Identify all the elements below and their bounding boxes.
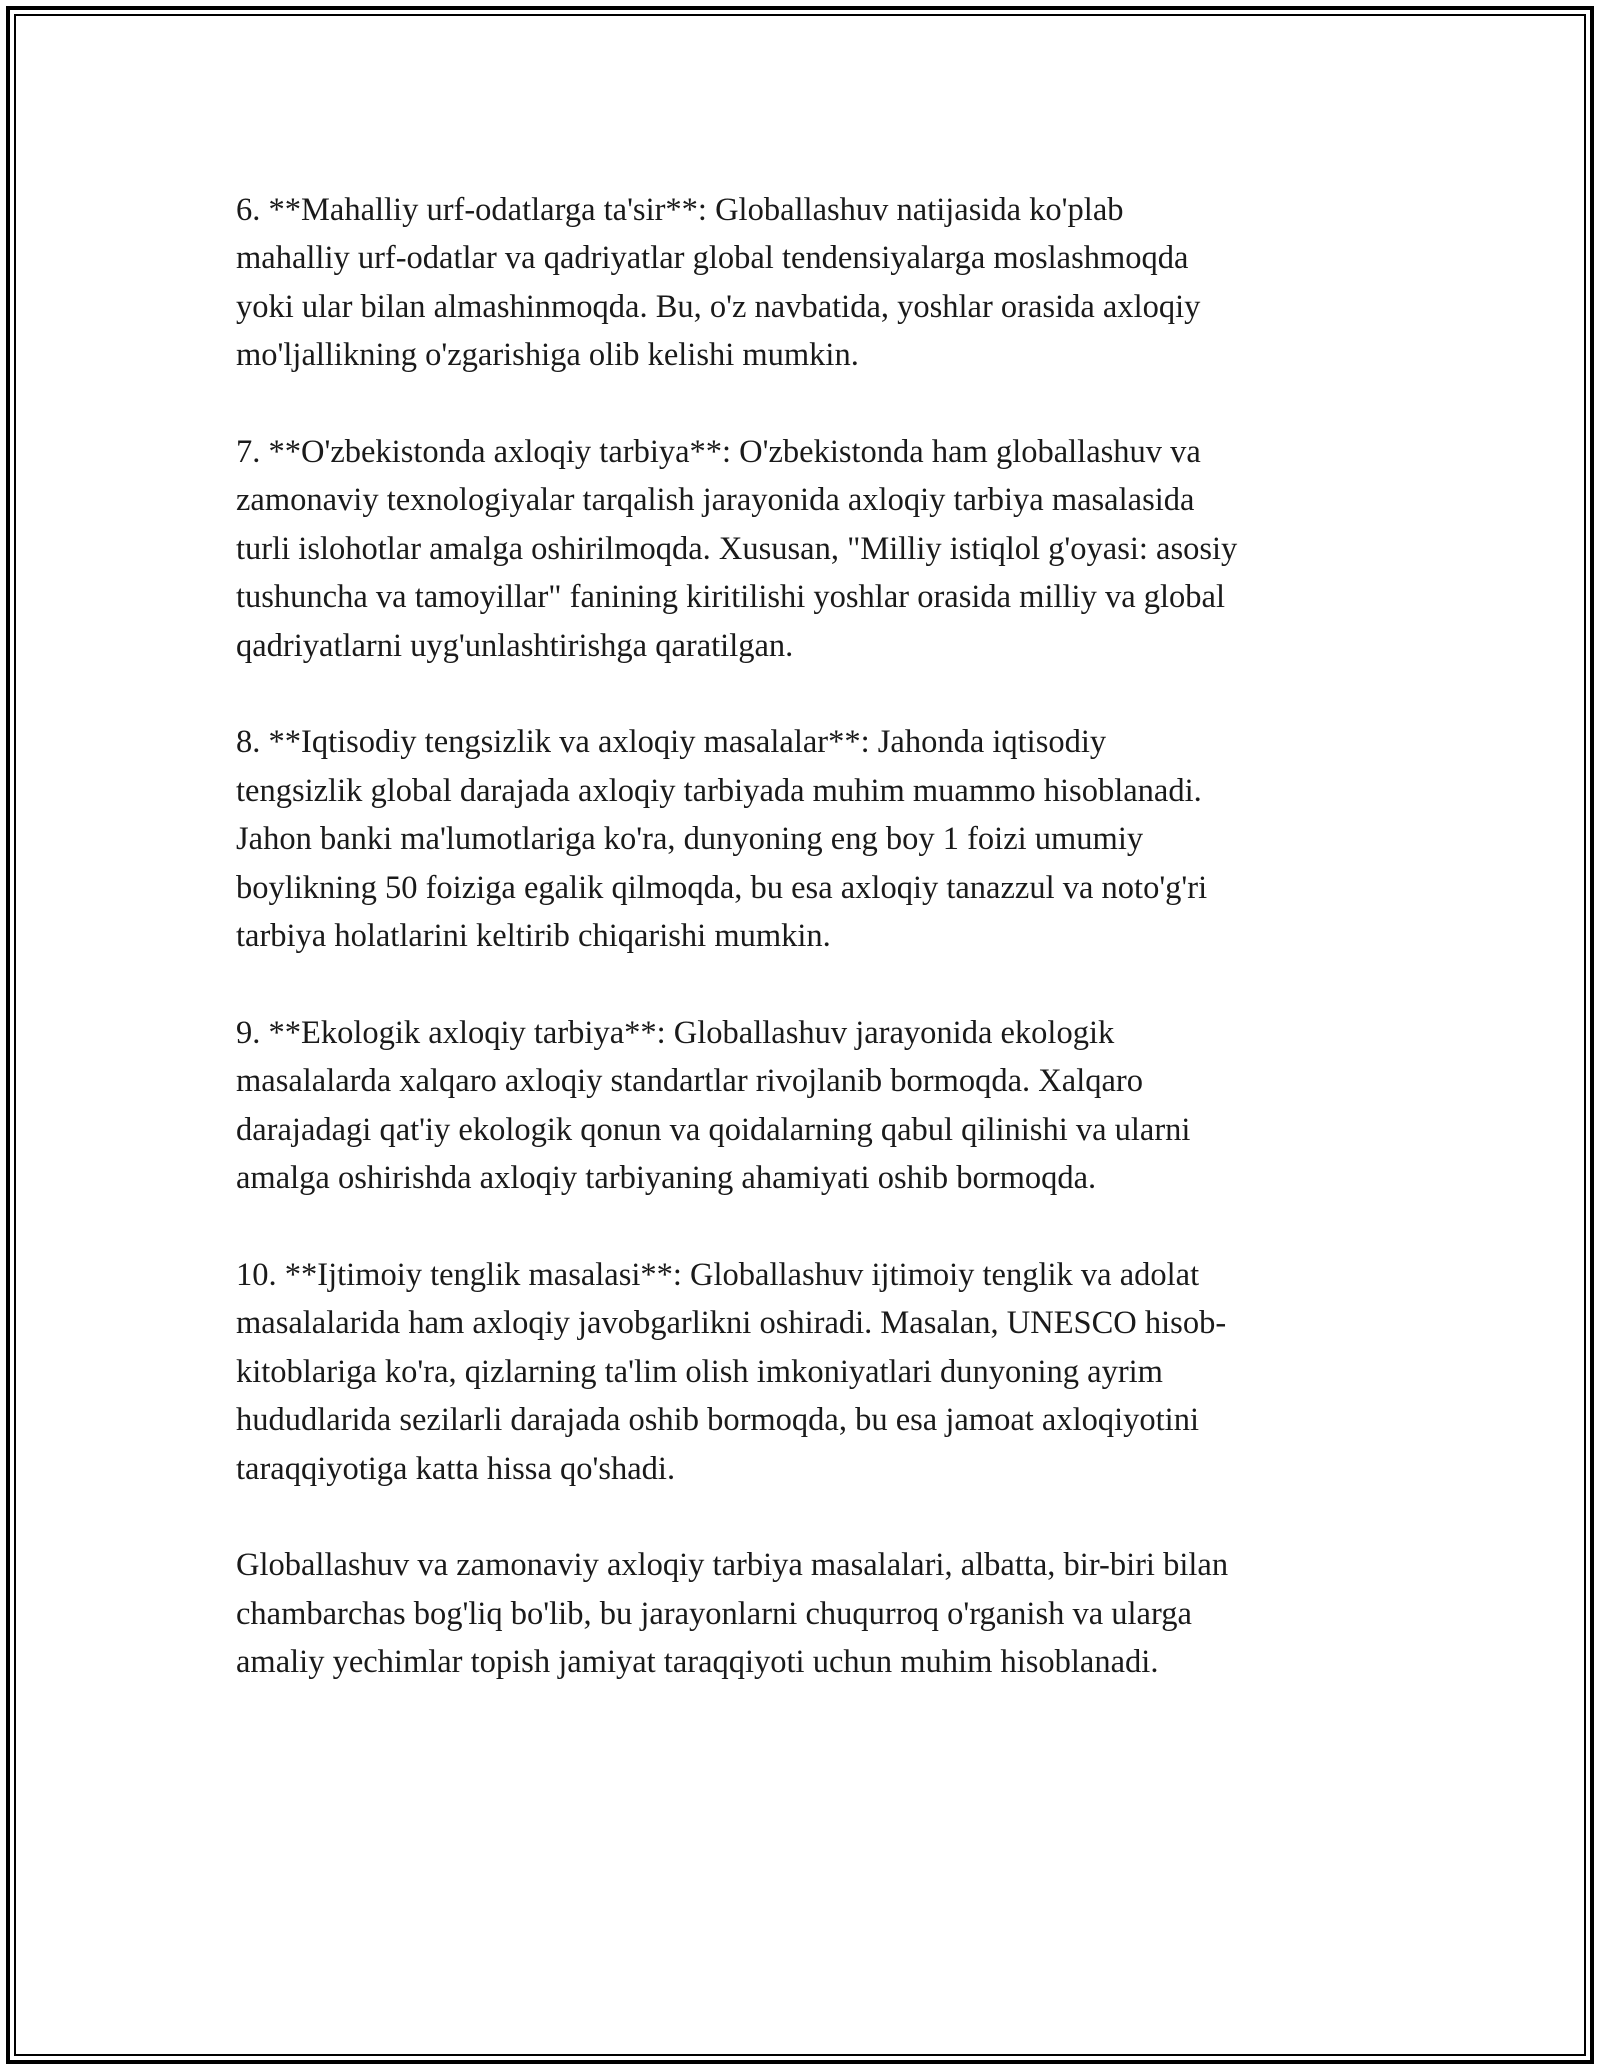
text-line: amalga oshirishda axloqiy tarbiyaning ahamiyati oshib bormoqda. [236, 1160, 1097, 1197]
text-line: boylikning 50 foiziga egalik qilmoqda, bu esa axloqiy tanazzul va noto'g'ri [236, 869, 1208, 906]
paragraph-9-ecological-education [236, 1009, 1376, 1203]
text-line: tushuncha va tamoyillar" fanining kiritilishi yoshlar orasida milliy va global [236, 579, 1225, 616]
paragraph-conclusion [236, 1541, 1376, 1686]
text-line: chambarchas bog'liq bo'lib, bu jarayonlarni chuqurroq o'rganish va ularga [236, 1595, 1192, 1632]
text-line: Jahon banki ma'lumotlariga ko'ra, dunyoning eng boy 1 foizi umumiy [236, 821, 1144, 858]
document-body [236, 186, 1376, 1735]
text-line: masalalarda xalqaro axloqiy standartlar rivojlanib bormoqda. Xalqaro [236, 1063, 1143, 1100]
text-line: yoki ular bilan almashinmoqda. Bu, o'z navbatida, yoshlar orasida axloqiy [236, 288, 1201, 325]
paragraph-8-economic-inequality [236, 718, 1376, 960]
text-line: 8. **Iqtisodiy tengsizlik va axloqiy masalalar**: Jahonda iqtisodiy [236, 724, 1107, 761]
text-line: 7. **O'zbekistonda axloqiy tarbiya**: O'zbekistonda ham globallashuv va [236, 434, 1201, 471]
text-line: taraqqiyotiga katta hissa qo'shadi. [236, 1450, 676, 1487]
text-line: zamonaviy texnologiyalar tarqalish jarayonida axloqiy tarbiya masalasida [236, 482, 1195, 519]
text-line: Globallashuv va zamonaviy axloqiy tarbiya masalalari, albatta, bir-biri bilan [236, 1547, 1229, 1584]
paragraph-6-local-customs [236, 186, 1376, 380]
text-line: 10. **Ijtimoiy tenglik masalasi**: Globallashuv ijtimoiy tenglik va adolat [236, 1256, 1200, 1293]
text-line: turli islohotlar amalga oshirilmoqda. Xususan, "Milliy istiqlol g'oyasi: asosiy [236, 530, 1238, 567]
paragraph-7-uzbekistan-moral-education [236, 428, 1376, 670]
text-line: tarbiya holatlarini keltirib chiqarishi mumkin. [236, 918, 831, 955]
text-line: amaliy yechimlar topish jamiyat taraqqiyoti uchun muhim hisoblanadi. [236, 1644, 1159, 1681]
paragraph-10-social-equality [236, 1251, 1376, 1493]
text-line: qadriyatlarni uyg'unlashtirishga qaratilgan. [236, 627, 794, 664]
text-line: mo'ljallikning o'zgarishiga olib kelishi mumkin. [236, 337, 859, 374]
text-line: hududlarida sezilarli darajada oshib bormoqda, bu esa jamoat axloqiyotini [236, 1402, 1199, 1439]
text-line: mahalliy urf-odatlar va qadriyatlar global tendensiyalarga moslashmoqda [236, 240, 1189, 277]
text-line: tengsizlik global darajada axloqiy tarbiyada muhim muammo hisoblanadi. [236, 772, 1202, 809]
text-line: masalalarida ham axloqiy javobgarlikni oshiradi. Masalan, UNESCO hisob- [236, 1305, 1227, 1342]
text-line: darajadagi qat'iy ekologik qonun va qoidalarning qabul qilinishi va ularni [236, 1111, 1191, 1148]
text-line: 9. **Ekologik axloqiy tarbiya**: Globallashuv jarayonida ekologik [236, 1014, 1115, 1051]
text-line: kitoblariga ko'ra, qizlarning ta'lim olish imkoniyatlari dunyoning ayrim [236, 1353, 1163, 1390]
text-line: 6. **Mahalliy urf-odatlarga ta'sir**: Globallashuv natijasida ko'plab [236, 192, 1124, 228]
